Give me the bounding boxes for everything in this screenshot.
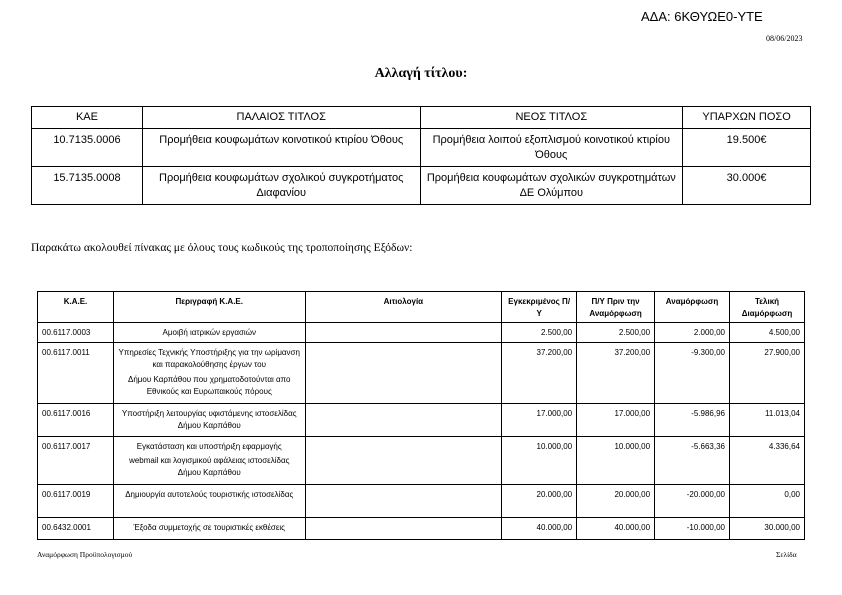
cell-kae: 00.6117.0003 [38,323,114,343]
cell-change: 2.000,00 [655,323,730,343]
cell-amount: 19.500€ [683,129,811,167]
cell-final: 4.500,00 [729,323,804,343]
table-row [32,129,811,167]
expenses-table [37,291,805,540]
ada-code: ΑΔΑ: 6ΚΘΥΩΕ0-ΥΤΕ [641,9,763,24]
cell-new-title: Προμήθεια κουφωμάτων σχολικών συγκροτημάτων ΔΕ Ολύμπου [420,167,683,205]
cell-before: 37.200,00 [577,343,655,404]
cell-change: -5.663,36 [655,437,730,485]
header-approved: Εγκεκριμένος Π/Υ [502,292,577,323]
table-row [38,323,805,343]
cell-old-title: Προμήθεια κουφωμάτων σχολικού συγκροτήματος Διαφανίου [142,167,420,205]
cell-kae: 15.7135.0008 [32,167,143,205]
cell-kae: 00.6117.0016 [38,404,114,437]
footer-title: Αναμόρφωση Προϋπολογισμού [37,550,133,559]
cell-kae: 00.6117.0011 [38,343,114,404]
footer-page-label: Σελίδα [776,550,797,559]
cell-before: 17.000,00 [577,404,655,437]
cell-final: 0,00 [729,485,804,518]
cell-before: 20.000,00 [577,485,655,518]
table-row [38,437,805,485]
cell-approved: 10.000,00 [502,437,577,485]
cell-final: 27.900,00 [729,343,804,404]
cell-reason [305,485,502,518]
description-line: webmail και λογισμικού αφάλειας ιστοσελίδας Δήμου Καρπάθου [129,456,290,477]
cell-kae: 00.6432.0001 [38,518,114,540]
cell-change: -10.000,00 [655,518,730,540]
cell-amount: 30.000€ [683,167,811,205]
header-change: Αναμόρφωση [655,292,730,323]
cell-change: -5.986,96 [655,404,730,437]
cell-description [113,437,305,485]
cell-change: -20.000,00 [655,485,730,518]
cell-kae: 10.7135.0006 [32,129,143,167]
cell-before: 2.500,00 [577,323,655,343]
cell-final: 4.336,64 [729,437,804,485]
header-before: Π/Υ Πριν την Αναμόρφωση [577,292,655,323]
cell-approved: 20.000,00 [502,485,577,518]
description-line: Έξοδα συμμετοχής σε τουριστικές εκθέσεις [133,523,286,532]
cell-reason [305,323,502,343]
header-old-title: ΠΑΛΑΙΟΣ ΤΙΤΛΟΣ [142,107,420,129]
description-line: Αμοιβή ιατρικών εργασιών [162,328,256,337]
cell-description [113,343,305,404]
cell-new-title: Προμήθεια λοιπού εξοπλισμού κοινοτικού κτιρίου Όθους [420,129,683,167]
cell-reason [305,343,502,404]
cell-before: 40.000,00 [577,518,655,540]
description-line: Υποστήριξη λειτουργίας υφιστάμενης ιστοσελίδας Δήμου Καρπάθου [121,409,297,430]
cell-reason [305,404,502,437]
cell-description [113,323,305,343]
header-description: Περιγραφή Κ.Α.Ε. [113,292,305,323]
cell-before: 10.000,00 [577,437,655,485]
cell-kae: 00.6117.0017 [38,437,114,485]
cell-description [113,404,305,437]
table-row [38,485,805,518]
table-header-row [32,107,811,129]
header-final: Τελική Διαμόρφωση [729,292,804,323]
header-amount: ΥΠΑΡΧΩΝ ΠΟΣΟ [683,107,811,129]
cell-final: 11.013,04 [729,404,804,437]
section-title: Αλλαγή τίτλου: [374,66,468,81]
document-date: 08/06/2023 [766,34,803,43]
intro-text: Παρακάτω ακολουθεί πίνακας με όλους τους κωδικούς της τροποποίησης Εξόδων: [31,242,413,254]
cell-description [113,485,305,518]
cell-old-title: Προμήθεια κουφωμάτων κοινοτικού κτιρίου Όθους [142,129,420,167]
header-reason: Αιτιολογία [305,292,502,323]
description-line: Υπηρεσίες Τεχνικής Υποστήριξης για την ωρίμανση και παρακολούθησης έργων του [118,348,300,369]
table-row [38,404,805,437]
description-line: Δήμου Καρπάθου που χρηματοδοτούνται απο Εθνικούς και Ευρωπαικούς πόρους [128,375,291,396]
title-change-table [31,106,811,205]
cell-change: -9.300,00 [655,343,730,404]
cell-kae: 00.6117.0019 [38,485,114,518]
table-row [38,343,805,404]
header-kae: ΚΑΕ [32,107,143,129]
description-line: Δημιουργία αυτοτελούς τουριστικής ιστοσελίδας [125,490,294,499]
cell-reason [305,437,502,485]
table-header-row [38,292,805,323]
table-row [38,518,805,540]
description-line: Εγκατάσταση και υποστήριξη εφαρμογής [136,442,282,451]
header-kae: Κ.Α.Ε. [38,292,114,323]
cell-approved: 2.500,00 [502,323,577,343]
cell-approved: 40.000,00 [502,518,577,540]
cell-reason [305,518,502,540]
table-row [32,167,811,205]
header-new-title: ΝΕΟΣ ΤΙΤΛΟΣ [420,107,683,129]
cell-description [113,518,305,540]
cell-final: 30.000,00 [729,518,804,540]
cell-approved: 17.000,00 [502,404,577,437]
cell-approved: 37.200,00 [502,343,577,404]
